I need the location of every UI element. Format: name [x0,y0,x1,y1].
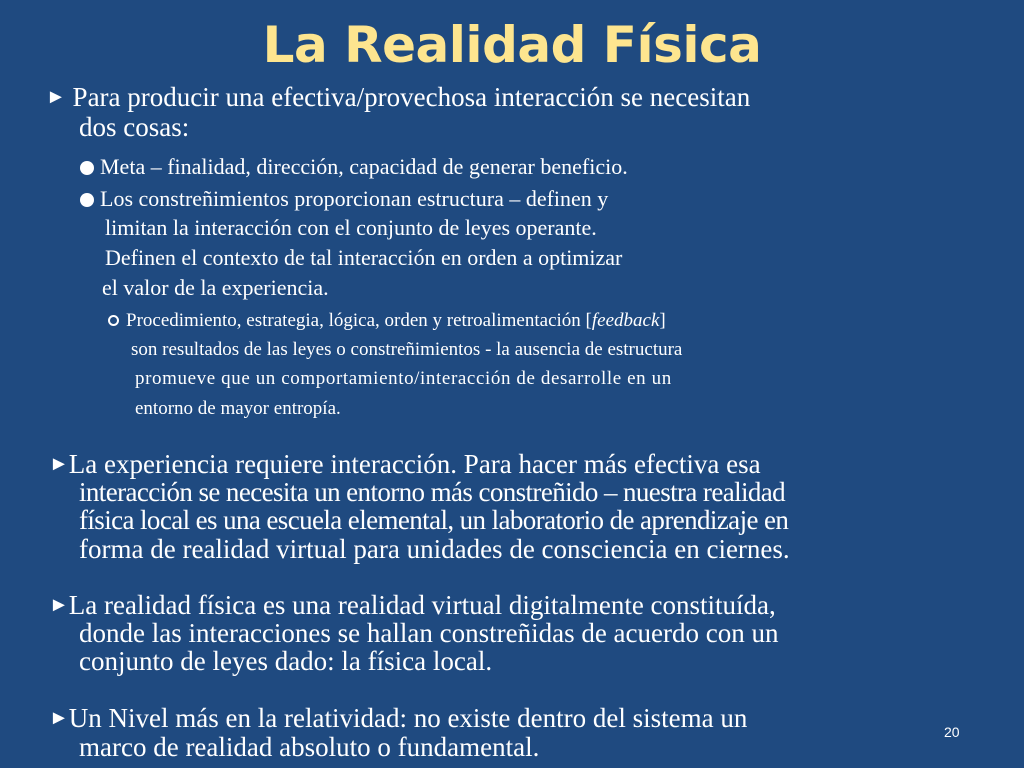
filled-circle-bullet-icon [80,161,94,175]
bullet-4-line-2: marco de realidad absoluto o fundamental. [79,732,540,762]
bullet-2 [49,451,761,478]
bullet-3 [49,592,776,619]
subsub-bullet-line-4: entorno de mayor entropía. [135,398,341,419]
subsub-bullet-line-1b: ] [659,310,666,331]
bullet-3-line-2: donde las interacciones se hallan constreñidas de acuerdo con un [79,618,779,648]
subsub-bullet-line-3: promueve que un comportamiento/interacción de desarrolle en un [135,368,672,389]
subsub-bullet-line-1a: Procedimiento, estrategia, lógica, orden y retroalimentación [ [126,310,592,331]
bullet-4-line-1: Un Nivel más en la relatividad: no existe dentro del sistema un [68,703,748,733]
hollow-circle-bullet-icon [108,315,119,326]
sub-bullet-meta-text: Meta – finalidad, dirección, capacidad de generar beneficio. [100,154,628,179]
triangle-bullet-icon: ► [49,707,69,729]
triangle-bullet-icon: ► [49,594,69,616]
bullet-2-line-3: física local es una escuela elemental, un laboratorio de aprendizaje en [79,505,789,535]
bullet-1-line-2: dos cosas: [79,112,190,142]
triangle-bullet-icon: ► [46,86,66,108]
subsub-bullet-line-2: son resultados de las leyes o constreñimientos - la ausencia de estructura [131,339,683,360]
slide-number: 20 [944,724,960,740]
bullet-1 [46,84,750,111]
bullet-4 [49,705,747,732]
bullet-3-line-1: La realidad física es una realidad virtual digitalmente constituída, [68,590,776,620]
sub-bullet-constraints-line-3: Definen el contexto de tal interacción en orden a optimizar [105,245,623,270]
subsub-bullet-feedback: feedback [591,310,660,331]
bullet-3-line-3: conjunto de leyes dado: la física local. [79,646,493,676]
sub-bullet-constraints-line-2: limitan la interacción con el conjunto de leyes operante. [105,215,597,240]
sub-bullet-constraints [80,188,608,210]
subsub-bullet [108,311,666,330]
bullet-2-line-4: forma de realidad virtual para unidades de consciencia en ciernes. [79,534,790,564]
triangle-bullet-icon: ► [49,453,69,475]
filled-circle-bullet-icon [80,193,94,207]
bullet-1-line-1: Para producir una efectiva/provechosa interacción se necesitan [72,82,751,112]
sub-bullet-constraints-line-1: Los constreñimientos proporcionan estructura – definen y [100,186,609,211]
sub-bullet-constraints-line-4: el valor de la experiencia. [102,275,329,300]
sub-bullet-meta [80,156,628,178]
bullet-2-line-1: La experiencia requiere interacción. Para hacer más efectiva esa [68,449,761,479]
bullet-2-line-2: interacción se necesita un entorno más constreñido – nuestra realidad [79,477,786,507]
slide-title: La Realidad Física [262,16,762,74]
